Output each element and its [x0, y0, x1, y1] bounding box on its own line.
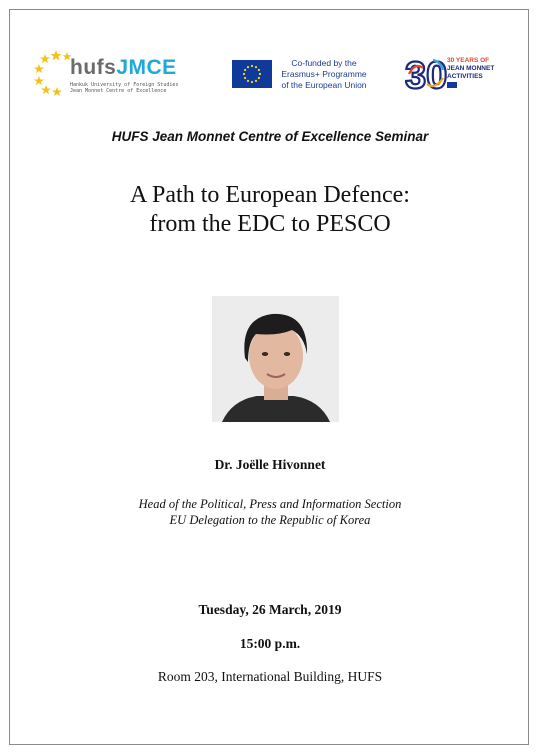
jm-text-line2: JEAN MONNET — [447, 65, 495, 72]
numeral-30-icon — [405, 54, 447, 94]
eu-erasmus-logo — [232, 58, 372, 92]
speaker-portrait-image — [212, 296, 339, 422]
speaker-position — [0, 496, 540, 528]
hufs-subtitle-line1: Hankuk University of Foreign Studies — [70, 82, 179, 88]
eu-text-line1: Co-funded by the — [291, 58, 357, 68]
eu-cofunded-text — [278, 58, 370, 91]
small-eu-flag-icon — [447, 82, 457, 88]
hufs-wordmark-main: hufs — [70, 56, 117, 79]
hufs-subtitle-line2: Jean Monnet Centre of Excellence — [70, 88, 167, 94]
seminar-label: HUFS Jean Monnet Centre of Excellence Seminar — [111, 129, 429, 144]
numeral-30-text: 30 — [405, 55, 447, 94]
event-title-line1: A Path to European Defence: — [130, 182, 410, 208]
jm-text-line3: ACTIVITIES — [447, 73, 483, 80]
speaker-position-line1: Head of the Political, Press and Information Section — [138, 497, 402, 511]
speaker-photo — [212, 296, 339, 422]
speaker-name: Dr. Joëlle Hivonnet — [214, 457, 326, 472]
hufs-subtitle — [70, 82, 178, 94]
event-venue: Room 203, International Building, HUFS — [157, 669, 383, 684]
event-time: 15:00 p.m. — [239, 636, 301, 651]
hufs-wordmark — [70, 56, 177, 80]
event-date: Tuesday, 26 March, 2019 — [198, 602, 342, 617]
jean-monnet-text — [447, 57, 494, 81]
eu-text-line3: of the European Union — [281, 80, 367, 90]
eu-flag-icon — [232, 60, 272, 88]
hufs-wordmark-accent: JMCE — [116, 56, 177, 79]
eu-text-line2: Erasmus+ Programme — [281, 69, 367, 79]
jean-monnet-30-years-logo — [405, 54, 515, 94]
hufs-jmce-logo — [34, 48, 194, 100]
event-title — [0, 181, 540, 239]
speaker-position-line2: EU Delegation to the Republic of Korea — [169, 513, 371, 527]
jm-text-line1: 30 YEARS OF — [447, 57, 490, 64]
event-title-line2: from the EDC to PESCO — [149, 211, 391, 237]
